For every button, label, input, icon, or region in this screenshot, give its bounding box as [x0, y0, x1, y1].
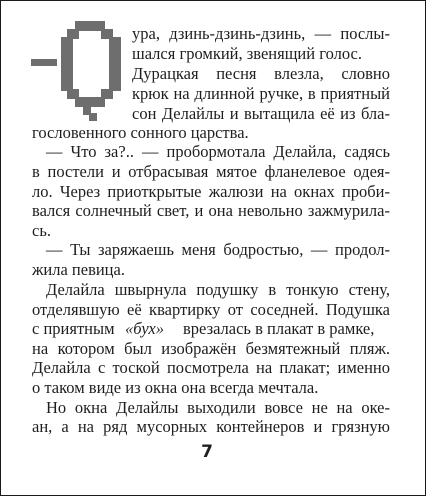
text-line: Дурацкая песня влезла, словно: [132, 64, 390, 83]
text-line: Делайла швырнула подушку в тонкую стену,: [46, 280, 390, 299]
text-line: сон Делайлы и вытащила её из бла-: [132, 104, 390, 123]
text-line: гословенного сонного царства.: [32, 123, 249, 142]
text-line: Но окна Делайлы выходили вовсе не на оке-: [46, 398, 390, 417]
text-line: крюк на длинной ручке, в приятный: [132, 84, 390, 103]
text-line: на котором был изображён безмятежный пляж.: [32, 339, 390, 358]
text-line: о таком виде из окна она всегда мечтала.: [32, 378, 319, 397]
text-line: жила певица.: [32, 260, 125, 279]
text-line: шался громкий, звенящий голос.: [132, 44, 362, 63]
text-line: вался солнечный свет, и она невольно зажмурила-: [32, 201, 390, 220]
page-number: 7: [201, 442, 213, 462]
text-line: с приятным: [32, 319, 115, 338]
text-line: ло. Через приоткрытые жалюзи на окнах проби-: [32, 182, 390, 201]
pixel-drop-cap-o: [31, 15, 125, 123]
text-line: Делайла с тоской посмотрела на плакат; именно: [32, 358, 390, 377]
text-line: в постели и отбрасывая мятое фланелевое одея-: [32, 162, 390, 181]
text-line: сь.: [32, 221, 51, 240]
text-line: ура, дзинь-дзинь-дзинь, — послы-: [132, 24, 390, 43]
text-line: — Что за?.. — пробормотала Делайла, садясь: [46, 142, 390, 161]
text-line-italic: «бух»: [125, 319, 165, 338]
text-line: ан, а на ряд мусорных контейнеров и грязную: [32, 417, 390, 436]
text-line: врезалась в плакат в рамке,: [183, 319, 375, 338]
text-line: — Ты заряжаешь меня бодростью, — продол-: [46, 240, 390, 259]
text-line: отделявшую её квартирку от соседней. Подушка: [32, 300, 390, 319]
